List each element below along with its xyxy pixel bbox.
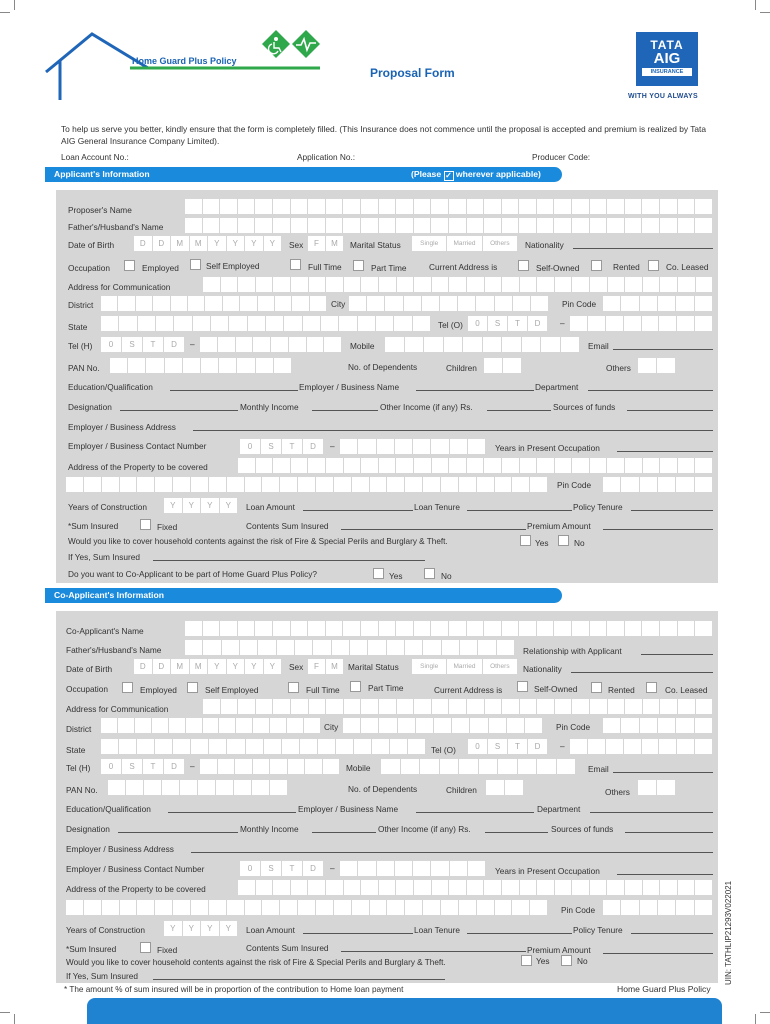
co-applicant-yes-checkbox[interactable] <box>373 568 384 579</box>
co-contents-sum-label: Contents Sum Insured <box>246 943 329 953</box>
co-if-yes-sum-label: If Yes, Sum Insured <box>66 971 138 981</box>
co-employer-name-label: Employer / Business Name <box>298 804 399 814</box>
cover-no-checkbox[interactable] <box>558 535 569 546</box>
education-label: Education/Qualification <box>68 382 153 392</box>
monthly-income-input[interactable] <box>312 410 378 411</box>
co-education-label: Education/Qualification <box>66 804 151 814</box>
fixed-label: Fixed <box>157 522 178 532</box>
tel-home-label: Tel (H) <box>68 341 93 351</box>
co-full-time-label: Full Time <box>306 685 340 695</box>
co-email-label: Email <box>588 764 609 774</box>
loan-amount-label: Loan Amount <box>246 502 295 512</box>
co-tel-home-input[interactable] <box>200 759 340 774</box>
monthly-income-label: Monthly Income <box>240 402 299 412</box>
applicant-section-title: Applicant's Information <box>54 169 150 179</box>
footer-policy-name: Home Guard Plus Policy <box>617 984 711 994</box>
employed-checkbox[interactable] <box>124 260 135 271</box>
co-other-income-input[interactable] <box>485 832 548 833</box>
footer-note: * The amount % of sum insured will be in proportion of the contribution to Home loan payment <box>64 985 404 994</box>
crop-mark <box>0 1012 10 1013</box>
co-sources-input[interactable] <box>625 832 713 833</box>
sex-label: Sex <box>289 240 304 250</box>
if-yes-sum-input[interactable] <box>153 560 425 561</box>
co-nationality-label: Nationality <box>523 664 562 674</box>
tel-home-std-input[interactable]: 0 S T D <box>101 337 185 352</box>
full-time-checkbox[interactable] <box>290 259 301 270</box>
co-children-input[interactable] <box>486 780 524 795</box>
co-designation-input[interactable] <box>118 832 238 833</box>
dob-input[interactable]: D D M M Y Y Y Y <box>134 236 282 251</box>
co-name-input[interactable] <box>185 621 713 636</box>
co-monthly-income-input[interactable] <box>312 832 376 833</box>
co-part-time-label: Part Time <box>368 683 404 693</box>
co-employer-contact-label: Employer / Business Contact Number <box>66 864 205 874</box>
years-present-input[interactable] <box>617 451 713 452</box>
co-self-owned-checkbox[interactable] <box>517 681 528 692</box>
co-education-input[interactable] <box>168 812 296 813</box>
sources-label: Sources of funds <box>553 402 616 412</box>
co-applicant-no-checkbox[interactable] <box>424 568 435 579</box>
designation-input[interactable] <box>120 410 238 411</box>
co-property-address-input[interactable] <box>238 880 713 895</box>
co-children-label: Children <box>446 785 477 795</box>
co-others-label: Others <box>605 787 630 797</box>
crop-mark <box>755 1014 756 1024</box>
mobile-label: Mobile <box>350 341 375 351</box>
dependents-label: No. of Dependents <box>348 362 418 372</box>
co-co-leased-checkbox[interactable] <box>646 682 657 693</box>
co-department-input[interactable] <box>590 812 713 813</box>
intro-text: To help us serve you better, kindly ensure that the form is completely filled. (This Insurance does not commence until the proposal is accepted and premium is realized by Tata AIG General Insurance Company Limited). <box>61 124 707 146</box>
co-employer-address-input[interactable] <box>191 852 713 853</box>
district-input[interactable] <box>101 296 327 311</box>
dash-separator: – <box>330 441 335 451</box>
children-label: Children <box>446 363 477 373</box>
co-sex-label: Sex <box>289 662 304 672</box>
cover-yes-checkbox[interactable] <box>520 535 531 546</box>
co-dob-input[interactable]: D D M M Y Y Y Y <box>134 659 282 674</box>
co-district-label: District <box>66 724 92 734</box>
co-marital-input[interactable]: Single Married Others <box>412 659 518 674</box>
co-employer-name-input[interactable] <box>416 812 534 813</box>
rented-label: Rented <box>613 262 640 272</box>
co-district-input[interactable] <box>101 718 321 733</box>
children-input[interactable] <box>484 358 522 373</box>
relationship-input[interactable] <box>641 654 713 655</box>
coapplicant-section-title: Co-Applicant's Information <box>54 590 164 600</box>
co-fixed-checkbox[interactable] <box>140 942 151 953</box>
co-loan-amount-input[interactable] <box>303 933 413 934</box>
co-nationality-input[interactable] <box>571 672 713 673</box>
loan-tenure-input[interactable] <box>467 510 572 511</box>
co-employed-checkbox[interactable] <box>122 682 133 693</box>
property-address-label: Address of the Property to be covered <box>68 462 208 472</box>
address-input[interactable] <box>203 277 713 292</box>
premium-label: Premium Amount <box>527 521 591 531</box>
policy-tenure-input[interactable] <box>631 510 713 511</box>
other-income-input[interactable] <box>487 410 551 411</box>
loan-account-label: Loan Account No.: <box>61 152 129 162</box>
co-property-address-label: Address of the Property to be covered <box>66 884 206 894</box>
co-applicant-no-label: No <box>441 571 452 581</box>
sex-input[interactable]: F M <box>308 236 344 251</box>
self-owned-label: Self-Owned <box>536 263 580 273</box>
crop-mark <box>755 0 756 10</box>
co-email-input[interactable] <box>613 772 713 773</box>
years-construction-input[interactable]: Y Y Y Y <box>164 498 238 513</box>
co-dependents-label: No. of Dependents <box>348 784 418 794</box>
proposer-name-label: Proposer's Name <box>68 205 132 215</box>
health-badge-icon <box>262 30 326 58</box>
dash-separator: – <box>190 339 195 349</box>
application-no-label: Application No.: <box>297 152 356 162</box>
producer-code-label: Producer Code: <box>532 152 591 162</box>
co-mobile-label: Mobile <box>346 763 371 773</box>
footer-bar <box>87 998 722 1024</box>
employer-name-input[interactable] <box>416 390 534 391</box>
proposer-name-input[interactable] <box>185 199 713 214</box>
co-other-income-label: Other Income (if any) Rs. <box>378 824 471 834</box>
co-rented-label: Rented <box>608 685 635 695</box>
premium-input[interactable] <box>603 529 713 530</box>
email-input[interactable] <box>613 349 713 350</box>
co-loan-tenure-label: Loan Tenure <box>414 925 460 935</box>
co-tel-office-input[interactable] <box>570 739 713 754</box>
co-city-label: City <box>324 722 339 732</box>
rented-checkbox[interactable] <box>591 260 602 271</box>
applicant-section-bar <box>45 167 562 182</box>
employer-address-label: Employer / Business Address <box>68 422 176 432</box>
co-self-employed-checkbox[interactable] <box>187 682 198 693</box>
co-pan-input[interactable] <box>108 780 288 795</box>
others-dependents-label: Others <box>606 363 631 373</box>
co-years-present-label: Years in Present Occupation <box>495 866 600 876</box>
if-yes-sum-label: If Yes, Sum Insured <box>68 552 140 562</box>
employed-label: Employed <box>142 263 179 273</box>
co-designation-label: Designation <box>66 824 110 834</box>
tick-icon: ✓ <box>445 171 452 180</box>
self-owned-checkbox[interactable] <box>518 260 529 271</box>
co-employer-contact-input[interactable] <box>340 861 486 876</box>
co-current-address-label: Current Address is <box>434 685 503 695</box>
pan-input[interactable] <box>110 358 292 373</box>
co-pin-label: Pin Code <box>556 722 591 732</box>
marital-status-input[interactable]: Single Married Others <box>412 236 518 251</box>
district-label: District <box>68 300 94 310</box>
tick-note: (Please ✓ wherever applicable) <box>411 169 541 180</box>
co-fixed-label: Fixed <box>157 945 178 955</box>
tel-office-input[interactable] <box>570 316 713 331</box>
co-property-address-input-2[interactable] <box>66 900 548 915</box>
mobile-input[interactable] <box>385 337 580 352</box>
part-time-label: Part Time <box>371 263 407 273</box>
co-loan-tenure-input[interactable] <box>467 933 572 934</box>
co-contents-sum-input[interactable] <box>341 951 526 952</box>
property-address-input-2[interactable] <box>66 477 548 492</box>
loan-tenure-label: Loan Tenure <box>414 502 460 512</box>
co-sources-label: Sources of funds <box>551 824 614 834</box>
co-property-pin-input[interactable] <box>603 900 713 915</box>
uin-text: UIN: TATHLIP21293V022021 <box>724 880 733 985</box>
co-employer-contact-std-input[interactable]: 0 S T D <box>240 861 324 876</box>
co-occupation-label: Occupation <box>66 684 108 694</box>
pin-code-input[interactable] <box>603 296 713 311</box>
dob-label: Date of Birth <box>68 240 115 250</box>
city-label: City <box>331 299 346 309</box>
co-policy-tenure-label: Policy Tenure <box>573 925 623 935</box>
co-part-time-checkbox[interactable] <box>350 681 361 692</box>
co-city-input[interactable] <box>343 718 543 733</box>
other-income-label: Other Income (if any) Rs. <box>380 402 473 412</box>
co-dob-label: Date of Birth <box>66 664 113 674</box>
co-monthly-income-label: Monthly Income <box>240 824 299 834</box>
property-pin-label: Pin Code <box>557 480 592 490</box>
co-employer-address-label: Employer / Business Address <box>66 844 174 854</box>
co-full-time-checkbox[interactable] <box>288 682 299 693</box>
occupation-label: Occupation <box>68 263 110 273</box>
father-name-input[interactable] <box>185 218 713 233</box>
cover-no-label: No <box>574 538 585 548</box>
co-sum-insured-label: *Sum Insured <box>66 944 117 954</box>
co-rented-checkbox[interactable] <box>591 682 602 693</box>
crop-mark <box>0 12 10 13</box>
address-label: Address for Communication <box>68 282 171 292</box>
co-leased-label: Co. Leased <box>666 262 709 272</box>
crop-mark <box>760 1012 770 1013</box>
co-marital-label: Marital Status <box>348 662 399 672</box>
marital-status-label: Marital Status <box>350 240 401 250</box>
designation-label: Designation <box>68 402 112 412</box>
crop-mark <box>14 0 15 10</box>
co-property-pin-label: Pin Code <box>561 905 596 915</box>
father-name-label: Father's/Husband's Name <box>68 222 164 232</box>
others-dependents-input[interactable] <box>638 358 676 373</box>
co-tel-home-std-input[interactable]: 0 S T D <box>101 759 185 774</box>
dash-separator: – <box>190 761 195 771</box>
tel-office-label: Tel (O) <box>438 320 463 330</box>
state-input[interactable] <box>101 316 431 331</box>
co-cover-yes-label: Yes <box>536 956 550 966</box>
nationality-label: Nationality <box>525 240 564 250</box>
dash-separator: – <box>330 863 335 873</box>
co-applicant-question: Do you want to Co-Applicant to be part of Home Guard Plus Policy? <box>68 569 318 579</box>
employer-contact-input[interactable] <box>340 439 486 454</box>
co-address-label: Address for Communication <box>66 704 169 714</box>
current-address-label: Current Address is <box>429 262 498 272</box>
state-label: State <box>68 322 88 332</box>
form-title: Proposal Form <box>370 66 455 80</box>
co-cover-no-checkbox[interactable] <box>561 955 572 966</box>
co-years-present-input[interactable] <box>617 874 713 875</box>
sum-insured-label: *Sum Insured <box>68 521 119 531</box>
dash-separator: – <box>560 741 565 751</box>
tel-office-std-input[interactable]: 0 S T D <box>468 316 548 331</box>
co-if-yes-sum-input[interactable] <box>153 979 445 980</box>
co-state-label: State <box>66 745 86 755</box>
fixed-checkbox[interactable] <box>140 519 151 530</box>
city-input[interactable] <box>349 296 549 311</box>
co-name-label: Co-Applicant's Name <box>66 626 144 636</box>
email-label: Email <box>588 341 609 351</box>
co-tel-home-label: Tel (H) <box>66 763 91 773</box>
property-pin-input[interactable] <box>603 477 713 492</box>
co-self-employed-label: Self Employed <box>205 685 259 695</box>
cover-question: Would you like to cover household contents against the risk of Fire & Special Perils and Burglary & Theft. <box>68 537 448 546</box>
loan-amount-input[interactable] <box>303 510 413 511</box>
policy-tenure-label: Policy Tenure <box>573 502 623 512</box>
co-employed-label: Employed <box>140 685 177 695</box>
co-pan-label: PAN No. <box>66 785 98 795</box>
tel-home-input[interactable] <box>200 337 342 352</box>
co-address-input[interactable] <box>203 699 713 714</box>
co-state-input[interactable] <box>101 739 426 754</box>
co-years-construction-input[interactable]: Y Y Y Y <box>164 921 238 936</box>
relationship-label: Relationship with Applicant <box>523 646 622 656</box>
employer-contact-std-input[interactable]: 0 S T D <box>240 439 324 454</box>
co-sex-input[interactable]: F M <box>308 659 344 674</box>
education-input[interactable] <box>170 390 298 391</box>
co-leased-checkbox[interactable] <box>648 260 659 271</box>
co-tel-office-label: Tel (O) <box>431 745 456 755</box>
years-construction-label: Years of Construction <box>68 502 148 512</box>
co-cover-yes-checkbox[interactable] <box>521 955 532 966</box>
self-employed-checkbox[interactable] <box>190 259 201 270</box>
co-loan-amount-label: Loan Amount <box>246 925 295 935</box>
cover-yes-label: Yes <box>535 538 549 548</box>
nationality-input[interactable] <box>573 248 713 249</box>
co-co-leased-label: Co. Leased <box>665 685 708 695</box>
co-department-label: Department <box>537 804 581 814</box>
co-premium-input[interactable] <box>603 953 713 954</box>
pin-code-label: Pin Code <box>562 299 597 309</box>
co-father-input[interactable] <box>185 640 515 655</box>
co-cover-question: Would you like to cover household contents against the risk of Fire & Special Perils and Burglary & Theft. <box>66 958 446 967</box>
brand-tagline: WITH YOU ALWAYS <box>628 93 698 100</box>
full-time-label: Full Time <box>308 262 342 272</box>
property-address-input[interactable] <box>238 458 713 473</box>
employer-name-label: Employer / Business Name <box>299 382 400 392</box>
co-others-input[interactable] <box>638 780 676 795</box>
brand-logo: TATA AIG INSURANCE <box>636 32 698 86</box>
contents-sum-input[interactable] <box>341 529 526 530</box>
co-cover-no-label: No <box>577 956 588 966</box>
contents-sum-label: Contents Sum Insured <box>246 521 329 531</box>
co-father-label: Father's/Husband's Name <box>66 645 162 655</box>
coapplicant-section-bar <box>45 588 562 603</box>
part-time-checkbox[interactable] <box>353 260 364 271</box>
years-present-label: Years in Present Occupation <box>495 443 600 453</box>
co-self-owned-label: Self-Owned <box>534 684 578 694</box>
employer-address-input[interactable] <box>193 430 713 431</box>
co-mobile-input[interactable] <box>381 759 576 774</box>
self-employed-label: Self Employed <box>206 261 260 271</box>
employer-contact-label: Employer / Business Contact Number <box>68 441 207 451</box>
co-premium-label: Premium Amount <box>527 945 591 955</box>
department-label: Department <box>535 382 579 392</box>
crop-mark <box>14 1014 15 1024</box>
policy-name: Home Guard Plus Policy <box>132 56 237 66</box>
dash-separator: – <box>560 318 565 328</box>
co-applicant-yes-label: Yes <box>389 571 403 581</box>
crop-mark <box>760 12 770 13</box>
department-input[interactable] <box>588 390 713 391</box>
co-tel-office-std-input[interactable]: 0 S T D <box>468 739 548 754</box>
co-pin-input[interactable] <box>603 718 713 733</box>
co-years-construction-label: Years of Construction <box>66 925 146 935</box>
sources-input[interactable] <box>627 410 713 411</box>
co-policy-tenure-input[interactable] <box>631 933 713 934</box>
pan-label: PAN No. <box>68 363 100 373</box>
